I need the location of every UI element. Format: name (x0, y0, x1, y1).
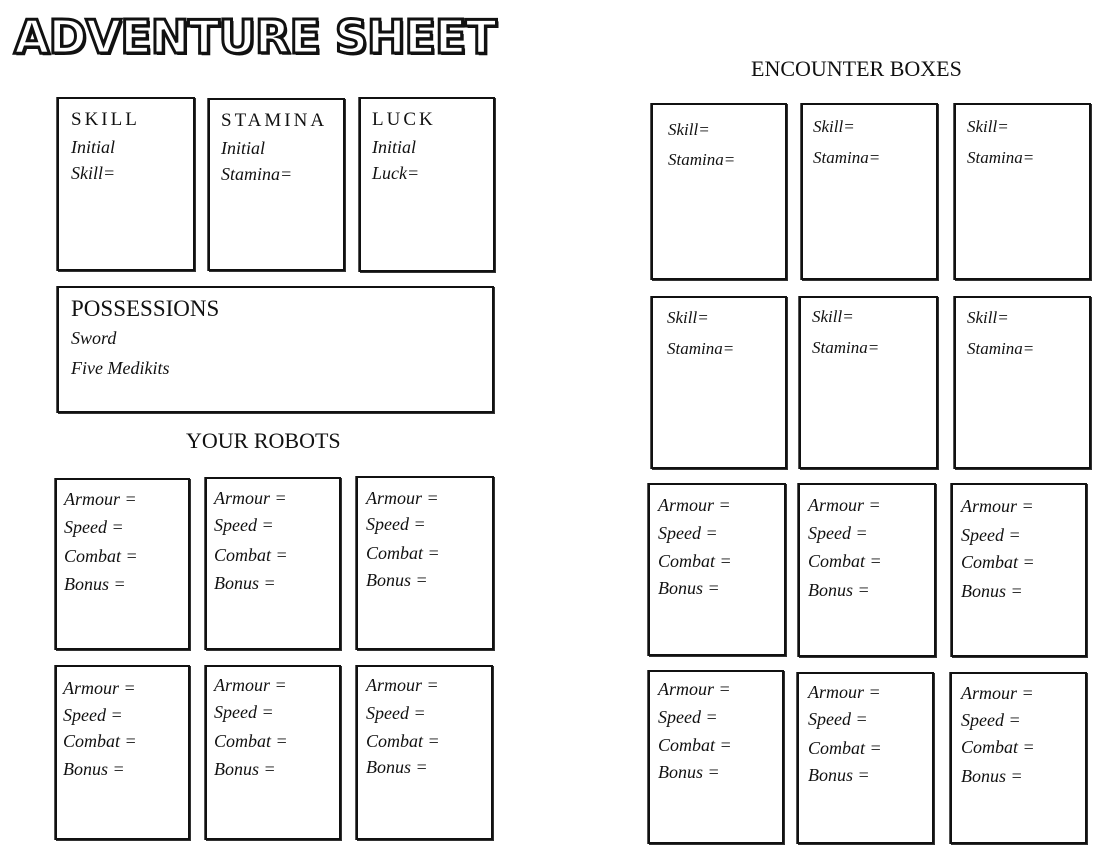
armour-label: Armour = (366, 488, 439, 508)
combat-label: Combat = (64, 546, 138, 566)
your-robots-heading: YOUR ROBOTS (186, 428, 341, 453)
speed-label: Speed = (658, 707, 718, 727)
armour-label: Armour = (214, 675, 287, 695)
robot-box[interactable] (797, 672, 934, 844)
stamina-label: Stamina= (967, 339, 1035, 358)
possessions-title: POSSESSIONS (71, 296, 220, 321)
robot-box[interactable] (356, 476, 494, 650)
combat-label: Combat = (214, 731, 288, 751)
armour-label: Armour = (214, 488, 287, 508)
skill-box[interactable] (57, 97, 195, 271)
encounter-box[interactable] (651, 296, 787, 469)
armour-label: Armour = (808, 495, 881, 515)
bonus-label: Bonus = (214, 573, 276, 593)
skill-label: Skill= (812, 307, 854, 326)
encounter-box[interactable] (954, 103, 1091, 280)
combat-label: Combat = (658, 735, 732, 755)
speed-label: Speed = (63, 705, 123, 725)
bonus-label: Bonus = (808, 765, 870, 785)
skill-label: Skill= (813, 117, 855, 136)
skill-initial-label: Initial (71, 137, 115, 157)
bonus-label: Bonus = (214, 759, 276, 779)
armour-label: Armour = (63, 678, 136, 698)
armour-label: Armour = (658, 679, 731, 699)
bonus-label: Bonus = (64, 574, 126, 594)
page-title: ADVENTURE SHEET (14, 10, 496, 64)
stamina-value-label: Stamina= (221, 164, 293, 184)
bonus-label: Bonus = (63, 759, 125, 779)
armour-label: Armour = (961, 683, 1034, 703)
skill-label: Skill= (967, 308, 1009, 327)
encounter-boxes-heading: ENCOUNTER BOXES (751, 56, 962, 81)
luck-initial-label: Initial (372, 137, 416, 157)
speed-label: Speed = (366, 703, 426, 723)
armour-label: Armour = (808, 682, 881, 702)
armour-label: Armour = (64, 489, 137, 509)
combat-label: Combat = (366, 731, 440, 751)
robot-box[interactable] (798, 483, 936, 657)
stamina-box[interactable] (208, 98, 345, 271)
speed-label: Speed = (64, 517, 124, 537)
combat-label: Combat = (63, 731, 137, 751)
encounter-box[interactable] (801, 103, 938, 280)
robot-box[interactable] (356, 665, 493, 840)
stamina-label: Stamina= (667, 339, 735, 358)
speed-label: Speed = (214, 515, 274, 535)
speed-label: Speed = (961, 710, 1021, 730)
stamina-label: Stamina= (813, 148, 881, 167)
encounter-box[interactable] (651, 103, 787, 280)
possession-item: Sword (71, 328, 117, 348)
armour-label: Armour = (658, 495, 731, 515)
armour-label: Armour = (961, 496, 1034, 516)
skill-title: SKILL (71, 109, 140, 130)
stamina-label: Stamina= (812, 338, 880, 357)
combat-label: Combat = (961, 552, 1035, 572)
robot-box[interactable] (951, 483, 1087, 657)
speed-label: Speed = (808, 709, 868, 729)
robot-box[interactable] (55, 478, 190, 650)
combat-label: Combat = (658, 551, 732, 571)
robot-box[interactable] (648, 483, 786, 656)
speed-label: Speed = (214, 702, 274, 722)
luck-title: LUCK (372, 109, 436, 130)
skill-label: Skill= (668, 120, 710, 139)
possession-item: Five Medikits (71, 358, 170, 378)
encounter-box[interactable] (799, 296, 938, 469)
robot-box[interactable] (205, 665, 341, 840)
combat-label: Combat = (214, 545, 288, 565)
combat-label: Combat = (961, 737, 1035, 757)
bonus-label: Bonus = (658, 762, 720, 782)
speed-label: Speed = (366, 514, 426, 534)
robot-box[interactable] (648, 670, 784, 844)
stamina-label: Stamina= (668, 150, 736, 169)
encounter-box[interactable] (954, 296, 1091, 469)
combat-label: Combat = (808, 551, 882, 571)
speed-label: Speed = (961, 525, 1021, 545)
robot-box[interactable] (205, 477, 341, 650)
bonus-label: Bonus = (366, 570, 428, 590)
stamina-title: STAMINA (221, 110, 328, 131)
luck-value-label: Luck= (372, 163, 420, 183)
stamina-label: Stamina= (967, 148, 1035, 167)
combat-label: Combat = (366, 543, 440, 563)
luck-box[interactable] (359, 97, 495, 272)
robot-box[interactable] (55, 665, 190, 840)
stamina-initial-label: Initial (221, 138, 265, 158)
skill-value-label: Skill= (71, 163, 116, 183)
skill-label: Skill= (967, 117, 1009, 136)
possessions-box[interactable] (57, 286, 494, 413)
robot-box[interactable] (950, 672, 1087, 844)
skill-label: Skill= (667, 308, 709, 327)
bonus-label: Bonus = (961, 581, 1023, 601)
combat-label: Combat = (808, 738, 882, 758)
bonus-label: Bonus = (366, 757, 428, 777)
armour-label: Armour = (366, 675, 439, 695)
speed-label: Speed = (808, 523, 868, 543)
bonus-label: Bonus = (808, 580, 870, 600)
speed-label: Speed = (658, 523, 718, 543)
bonus-label: Bonus = (658, 578, 720, 598)
bonus-label: Bonus = (961, 766, 1023, 786)
